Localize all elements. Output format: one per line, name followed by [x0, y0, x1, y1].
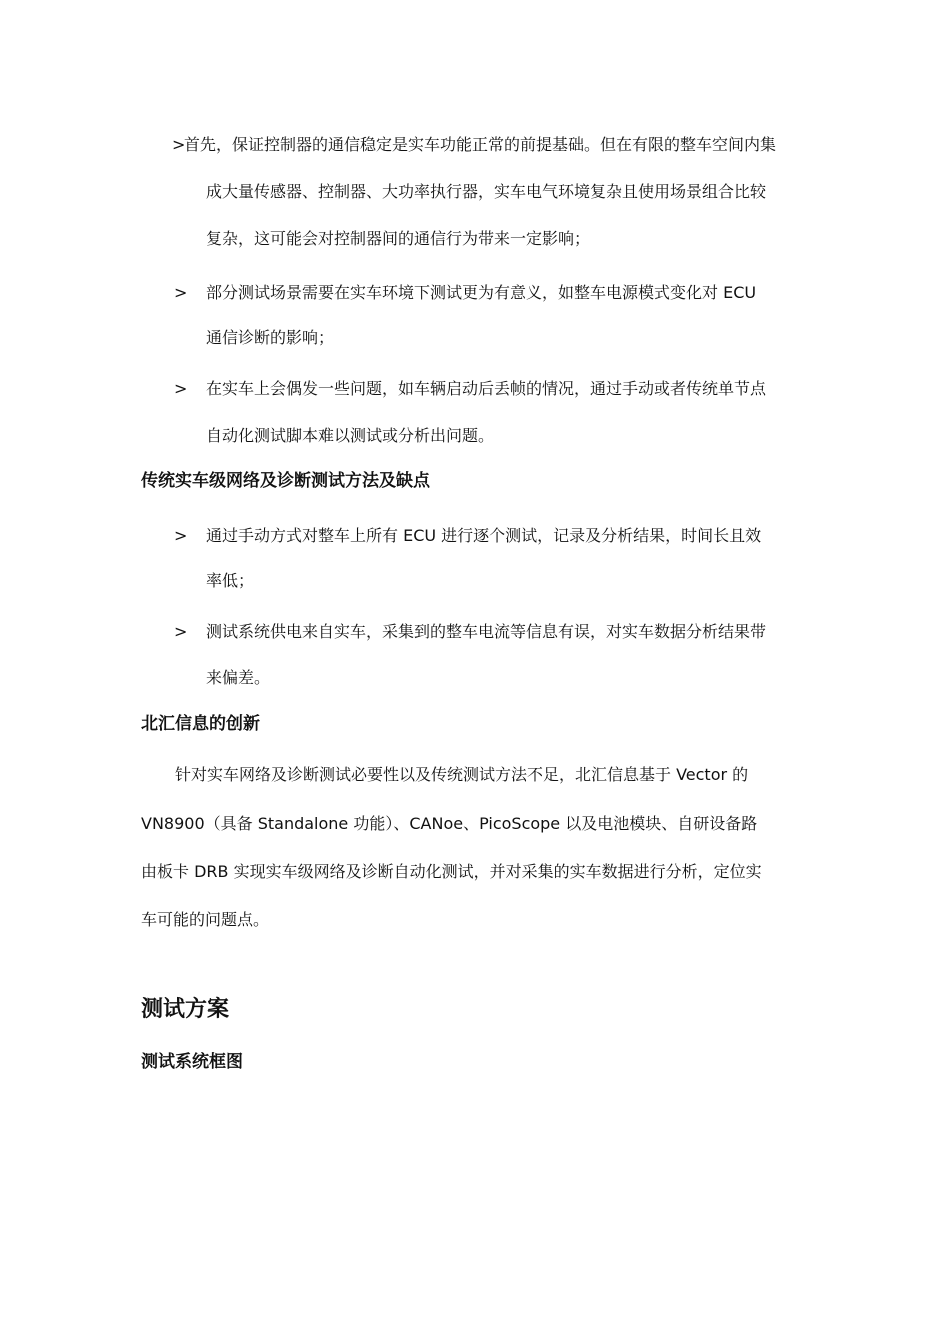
bullet-marker: >	[174, 526, 188, 545]
section-heading-innovation: 北汇信息的创新	[141, 714, 260, 734]
subheading-system-diagram: 测试系统框图	[141, 1052, 243, 1072]
bullet-line: 成大量传感器、控制器、大功率执行器，实车电气环境复杂且使用场景组合比较	[206, 182, 767, 201]
bullet-marker: >	[172, 135, 186, 154]
section-heading-traditional: 传统实车级网络及诊断测试方法及缺点	[141, 471, 430, 491]
bullet-line: 率低；	[206, 571, 255, 590]
paragraph-line: 针对实车网络及诊断测试必要性以及传统测试方法不足，北汇信息基于 Vector 的	[175, 765, 749, 784]
bullet-line: 在实车上会偶发一些问题，如车辆启动后丢帧的情况，通过手动或者传统单节点	[206, 379, 767, 398]
bullet-line: 通信诊断的影响；	[206, 328, 335, 347]
paragraph-line: VN8900（具备 Standalone 功能）、CANoe、PicoScope 以及电池模块、自研设备路	[141, 814, 758, 833]
bullet-line: 首先，保证控制器的通信稳定是实车功能正常的前提基础。但在有限的整车空间内集	[184, 135, 777, 154]
bullet-line: 复杂，这可能会对控制器间的通信行为带来一定影响；	[206, 229, 591, 248]
paragraph-line: 由板卡 DRB 实现实车级网络及诊断自动化测试，并对采集的实车数据进行分析，定位实	[141, 862, 762, 881]
bullet-marker: >	[174, 379, 188, 398]
paragraph-line: 车可能的问题点。	[141, 910, 270, 929]
bullet-marker: >	[174, 283, 188, 302]
bullet-marker: >	[174, 622, 188, 641]
bullet-line: 通过手动方式对整车上所有 ECU 进行逐个测试，记录及分析结果，时间长且效	[206, 526, 762, 545]
bullet-line: 测试系统供电来自实车，采集到的整车电流等信息有误，对实车数据分析结果带	[206, 622, 767, 641]
section-heading-plan: 测试方案	[141, 997, 230, 1022]
bullet-line: 自动化测试脚本难以测试或分析出问题。	[206, 426, 495, 445]
bullet-line: 部分测试场景需要在实车环境下测试更为有意义，如整车电源模式变化对 ECU	[206, 283, 757, 302]
bullet-line: 来偏差。	[206, 668, 271, 687]
